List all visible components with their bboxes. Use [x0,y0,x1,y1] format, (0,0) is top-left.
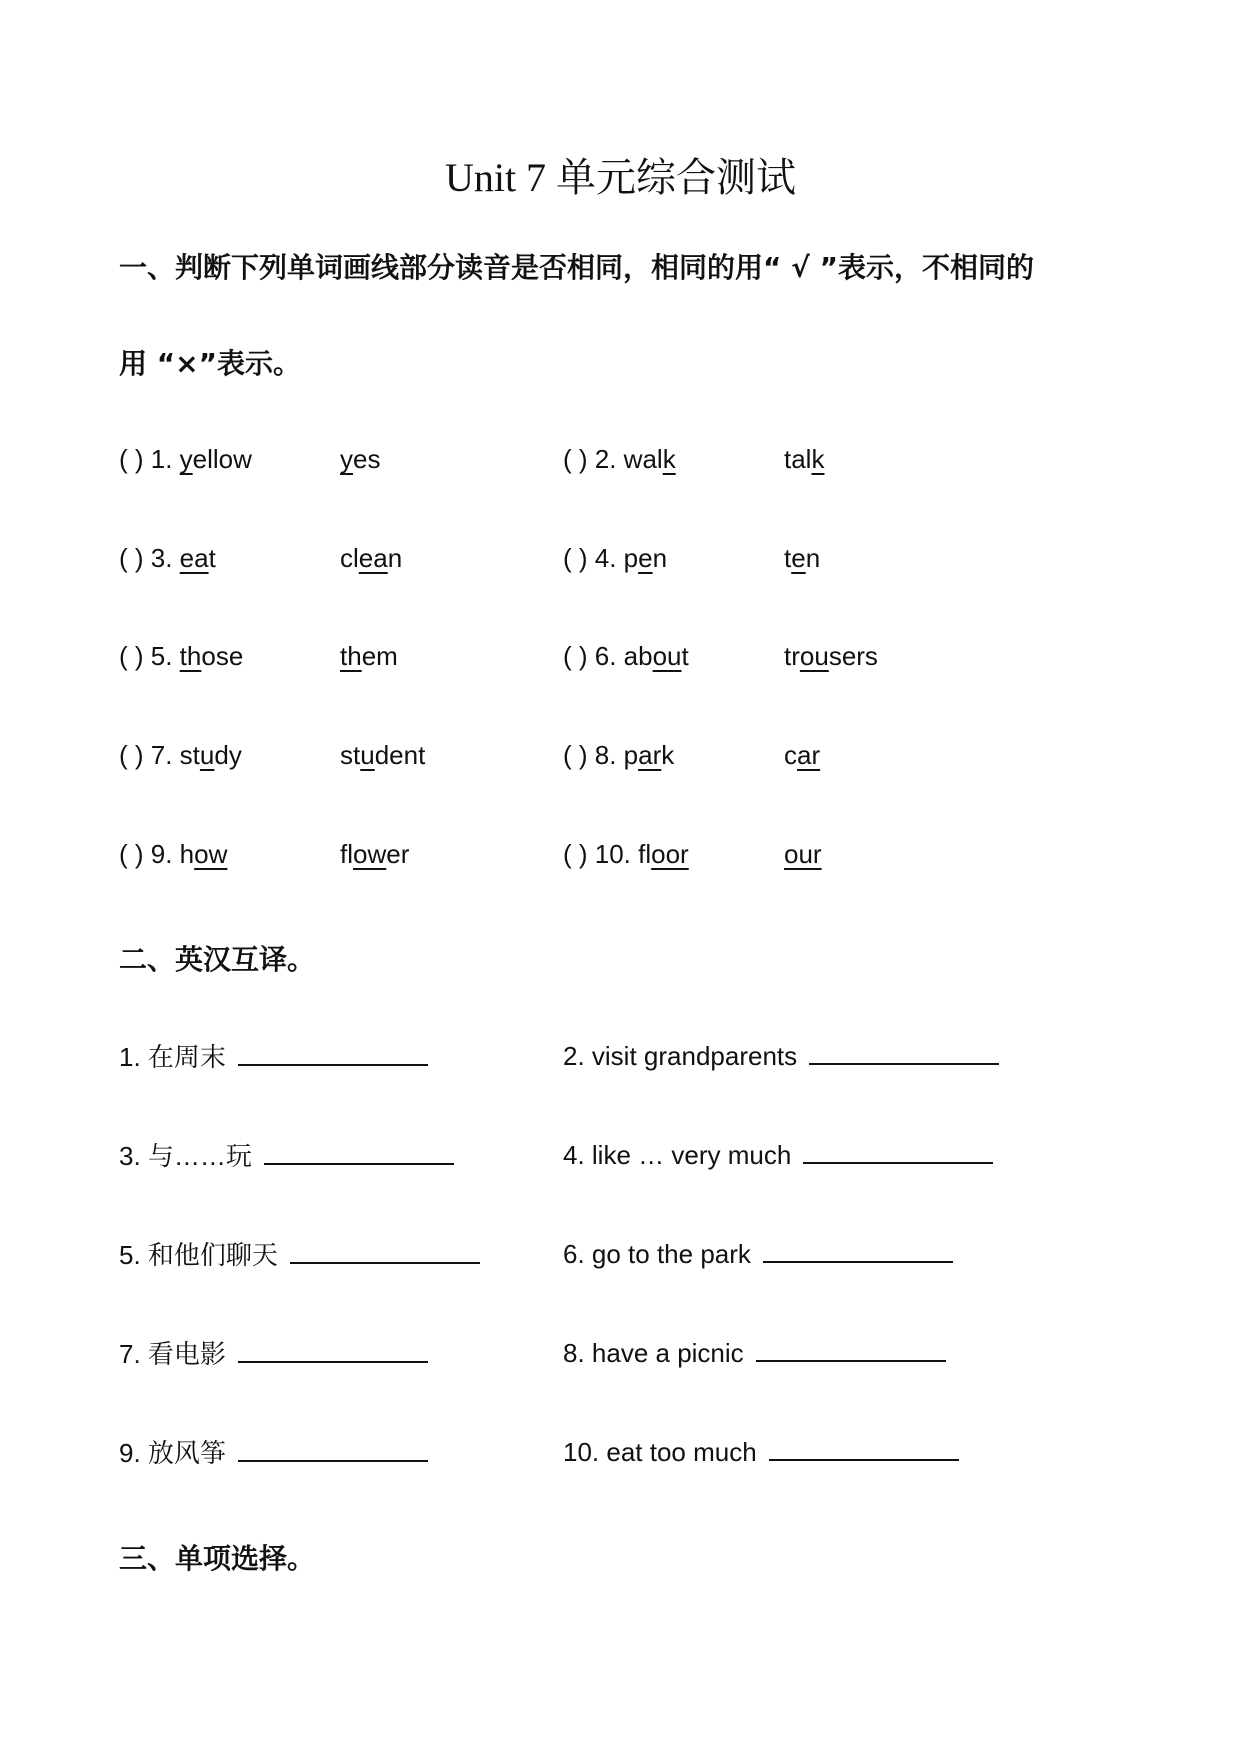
underlined-letters: ea [179,543,209,573]
word-right-a [563,641,689,672]
answer-blank[interactable] [769,1433,959,1461]
translation-item-left [119,1037,428,1074]
word-part: tr [784,641,800,671]
word-left-b [340,740,425,771]
item-number: ( ) 3. [119,543,180,573]
word-part: p [623,740,639,770]
word-part: k [661,740,675,770]
answer-blank[interactable] [238,1038,428,1066]
word-part: dy [214,740,242,770]
underlined-letters: u [360,740,375,770]
word-part: n [652,543,668,573]
underlined-letters: y [340,444,353,474]
word-right-a [563,839,689,870]
underlined-letters: k [811,444,825,474]
word-part: t [681,641,689,671]
translation-row [119,1334,1129,1374]
translation-prompt: 5. 和他们聊天 [119,1240,278,1270]
translation-prompt: 2. visit grandparents [563,1041,798,1071]
item-number: ( ) 9. [119,839,180,869]
section3-heading: 三、单项选择。 [119,1542,316,1575]
translation-row [119,1235,1129,1275]
word-left-b [340,839,409,870]
translation-row [119,1136,1129,1176]
word-left-a [119,839,227,870]
translation-item-left [119,1235,480,1272]
answer-blank[interactable] [809,1037,999,1065]
translation-prompt: 8. have a picnic [563,1338,744,1368]
underlined-letters: th [340,641,362,671]
word-left-b [340,444,380,475]
underlined-letters: ow [194,839,228,869]
underlined-letters: e [638,543,653,573]
item-number: ( ) 7. [119,740,180,770]
item-number: ( ) 1. [119,444,180,474]
word-left-a [119,543,216,574]
section1-heading-line2: 用 “×”表示。 [119,347,302,380]
word-right-b [784,444,824,475]
word-part: tal [784,444,812,474]
answer-blank[interactable] [763,1235,953,1263]
item-number: ( ) 2. [563,444,624,474]
item-number: ( ) 5. [119,641,180,671]
item-number: ( ) 8. [563,740,624,770]
word-part: es [353,444,381,474]
underlined-letters: ow [353,839,387,869]
translation-item-left [119,1136,454,1173]
word-left-a [119,641,243,672]
translation-prompt: 6. go to the park [563,1239,751,1269]
word-left-b [340,641,398,672]
page-title: Unit 7 单元综合测试 [444,155,797,200]
answer-blank[interactable] [264,1137,454,1165]
word-right-a [563,543,667,574]
translation-prompt: 3. 与……玩 [119,1141,252,1171]
underlined-letters: our [784,839,822,869]
word-part: c [784,740,797,770]
underlined-letters: oor [651,839,689,869]
word-part: st [179,740,200,770]
translation-item-right [563,1235,953,1270]
word-right-b [784,641,878,672]
word-part: cl [340,543,359,573]
underlined-letters: e [791,543,806,573]
word-right-b [784,839,822,870]
translation-item-right [563,1136,993,1171]
translation-prompt: 9. 放风筝 [119,1438,226,1468]
phonics-row [119,543,1129,583]
underlined-letters: ar [638,740,662,770]
underlined-letters: y [179,444,193,474]
word-right-a [563,444,676,475]
word-part: dent [374,740,426,770]
word-left-a [119,740,242,771]
phonics-row [119,740,1129,780]
word-part: h [179,839,195,869]
translation-prompt: 4. like … very much [563,1140,792,1170]
phonics-row [119,839,1129,879]
translation-prompt: 10. eat too much [563,1437,757,1467]
item-number: ( ) 4. [563,543,624,573]
underlined-letters: ea [358,543,388,573]
item-number: ( ) 10. [563,839,639,869]
translation-prompt: 1. 在周末 [119,1042,226,1072]
word-part: em [361,641,398,671]
translation-item-left [119,1433,428,1470]
word-left-b [340,543,402,574]
word-part: t [784,543,792,573]
word-part: n [387,543,403,573]
word-part: fl [340,839,353,869]
word-left-a [119,444,252,475]
underlined-letters: th [179,641,202,671]
underlined-letters: ar [797,740,821,770]
word-right-b [784,543,820,574]
word-part: er [386,839,410,869]
word-part: wal [623,444,663,474]
underlined-letters: ou [652,641,682,671]
word-right-a [563,740,674,771]
answer-blank[interactable] [238,1434,428,1462]
word-part: ose [201,641,244,671]
underlined-letters: k [662,444,676,474]
word-part: ellow [192,444,252,474]
answer-blank[interactable] [803,1136,993,1164]
translation-prompt: 7. 看电影 [119,1339,226,1369]
translation-item-left [119,1334,428,1371]
word-part: t [208,543,216,573]
item-number: ( ) 6. [563,641,624,671]
translation-item-right [563,1037,999,1072]
translation-item-right [563,1334,946,1369]
answer-blank[interactable] [756,1334,946,1362]
word-right-b [784,740,820,771]
word-part: ab [623,641,653,671]
section1-heading-line1: 一、判断下列单词画线部分读音是否相同，相同的用“ √ ”表示，不相同的 [119,251,1034,284]
translation-row [119,1037,1129,1077]
word-part: fl [638,839,652,869]
section2-heading: 二、英汉互译。 [119,943,316,976]
underlined-letters: ou [799,641,829,671]
word-part: sers [828,641,878,671]
translation-row [119,1433,1129,1473]
translation-item-right [563,1433,959,1468]
phonics-row [119,641,1129,681]
word-part: st [340,740,361,770]
underlined-letters: u [199,740,215,770]
answer-blank[interactable] [238,1335,428,1363]
phonics-row [119,444,1129,484]
answer-blank[interactable] [290,1236,480,1264]
word-part: n [805,543,821,573]
word-part: p [623,543,639,573]
